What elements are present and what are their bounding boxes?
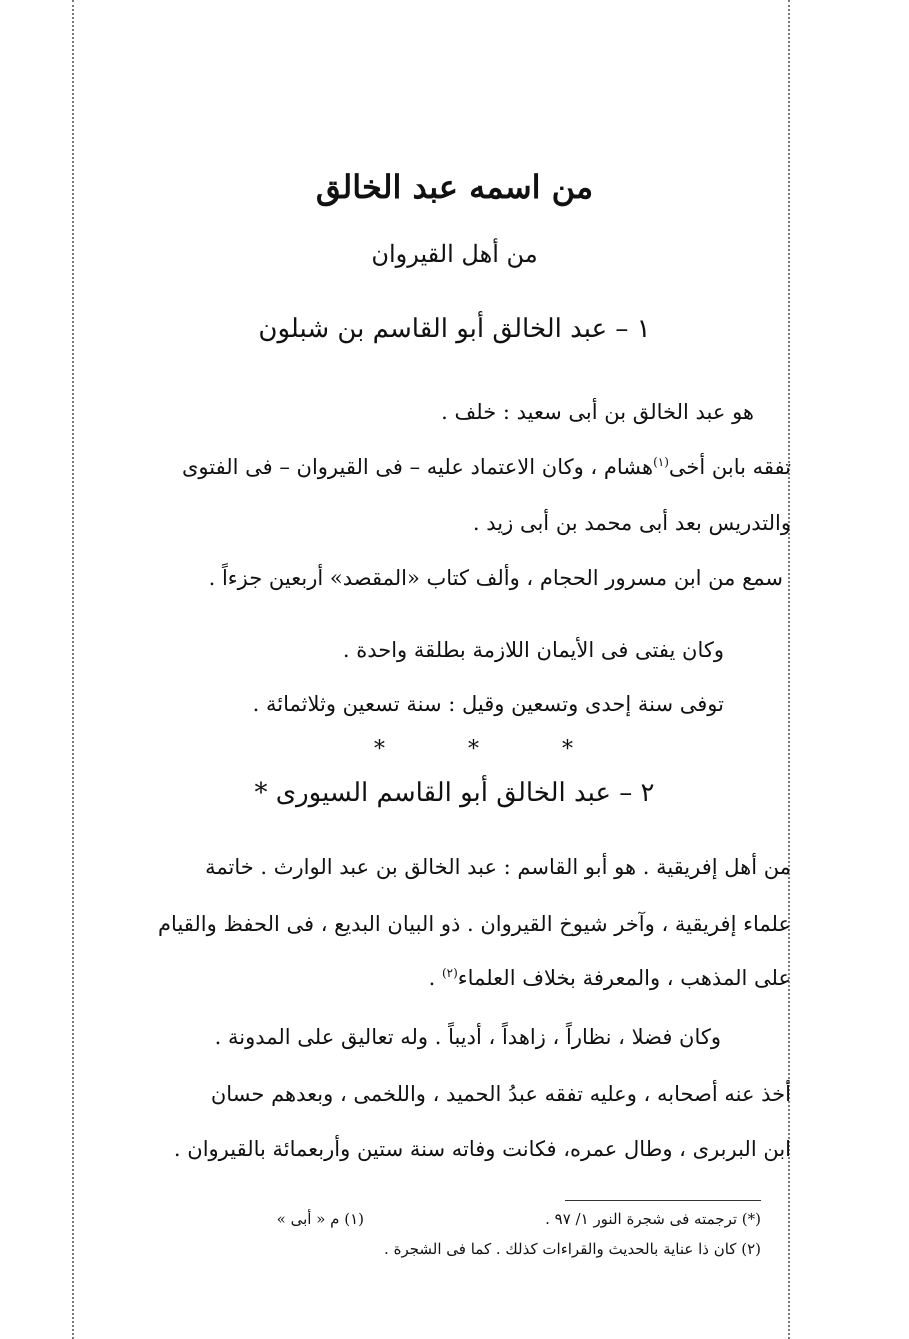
entry-2-line-3-text: على المذهب ، والمعرفة بخلاف العلماء — [457, 966, 791, 990]
entry-2-line-3 — [429, 966, 791, 990]
entry-2-title: ٢ – عبد الخالق أبو القاسم السيورى * — [254, 778, 655, 808]
entry-2-line-3-end: . — [428, 966, 436, 990]
footnote-star: (*) ترجمته فى شجرة النور ١/ ٩٧ . — [545, 1210, 761, 1228]
entry-2-line-6: ابن البربرى ، وطال عمره، فكانت وفاته سنة ستين وأربعمائة بالقيروان . — [173, 1137, 791, 1161]
footnote-2: (٢) كان ذا عناية بالحديث والقراءات كذلك . كما فى الشجرة . — [384, 1240, 761, 1258]
footnote-rule — [565, 1200, 761, 1201]
entry-1-line-6: توفى سنة إحدى وتسعين وقيل : سنة تسعين وثلاثمائة . — [252, 692, 724, 716]
entry-1-line-4: سمع من ابن مسرور الحجام ، وألف كتاب «المقصد» أربعين جزءاً . — [208, 566, 783, 590]
entry-1-line-2 — [182, 455, 791, 479]
entry-1-line-2-part-b: هشام ، وكان الاعتماد عليه – فى القيروان – فى الفتوى — [181, 455, 654, 479]
entry-2-line-2: علماء إفريقية ، وآخر شيوخ القيروان . ذو البيان البديع ، فى الحفظ والقيام — [158, 912, 791, 936]
page-subtitle: من أهل القيروان — [371, 240, 538, 268]
entry-2-line-1: من أهل إفريقية . هو أبو القاسم : عبد الخالق بن عبد الوارث . خاتمة — [205, 855, 791, 879]
footnote-ref-2: (٢) — [441, 966, 458, 980]
entry-2-line-5: أخذ عنه أصحابه ، وعليه تفقه عبدُ الحميد ، واللخمى ، وبعدهم حسان — [210, 1082, 791, 1106]
page-title: من اسمه عبد الخالق — [315, 168, 594, 206]
entry-1-line-5: وكان يفتى فى الأيمان اللازمة بطلقة واحدة . — [342, 638, 724, 662]
entry-1-line-1: هو عبد الخالق بن أبى سعيد : خلف . — [441, 400, 754, 424]
entry-1-line-2-part-a: تفقه بابن أخى — [668, 455, 791, 479]
section-separator: * * * — [374, 737, 611, 762]
entry-1-line-3: والتدريس بعد أبى محمد بن أبى زيد . — [472, 511, 791, 535]
footnote-1: (١) م « أبى » — [276, 1210, 364, 1228]
entry-2-line-4: وكان فضلا ، نظاراً ، زاهداً ، أديباً . وله تعاليق على المدونة . — [214, 1025, 721, 1049]
footnote-ref-1: (١) — [653, 455, 669, 469]
entry-1-title: ١ – عبد الخالق أبو القاسم بن شبلون — [258, 314, 651, 344]
